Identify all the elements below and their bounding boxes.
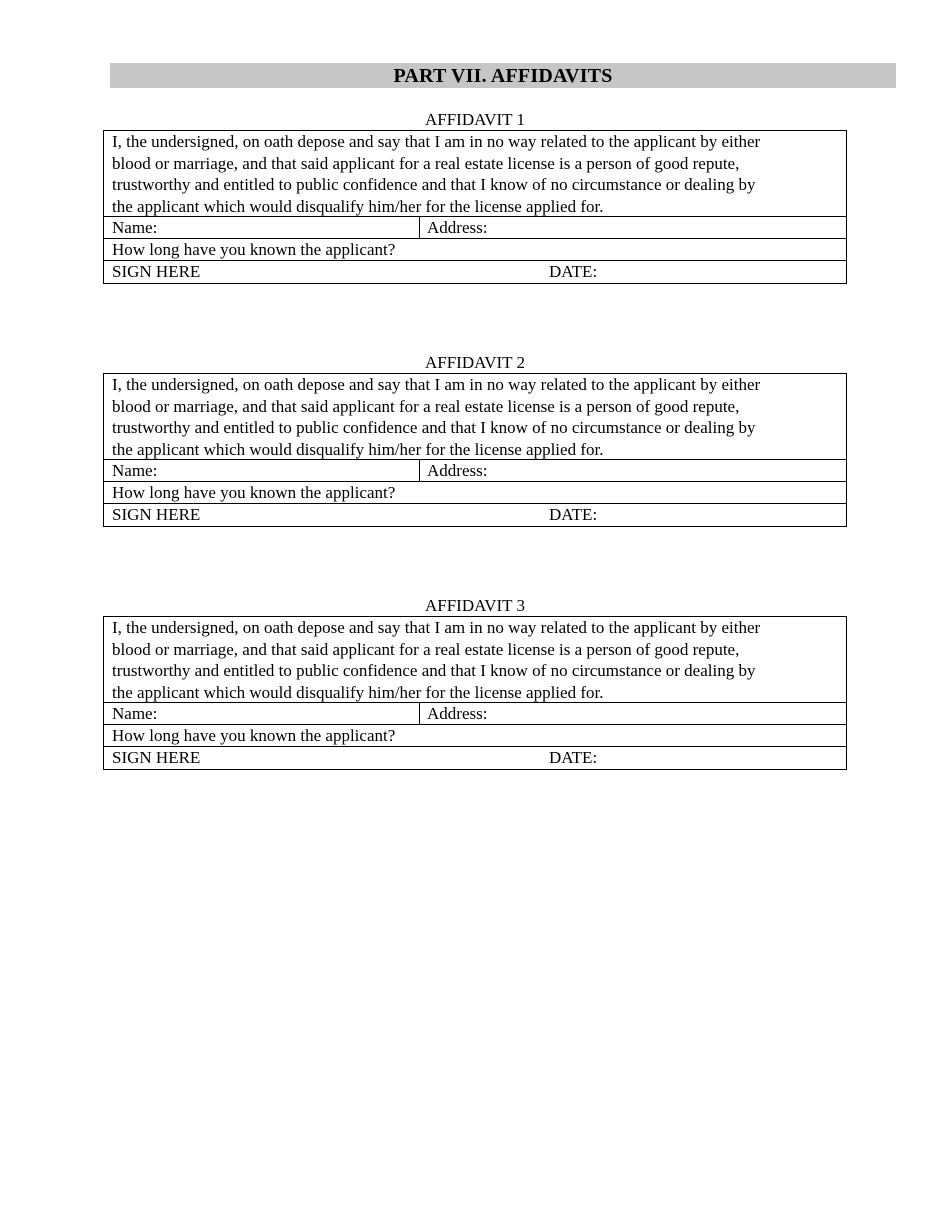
sign-date-row bbox=[104, 261, 846, 283]
statement-line: blood or marriage, and that said applicant for a real estate license is a person of good repute, bbox=[112, 153, 740, 173]
statement-line: trustworthy and entitled to public confidence and that I know of no circumstance or dealing by bbox=[112, 175, 756, 194]
date-label: DATE: bbox=[549, 505, 598, 524]
date-field[interactable] bbox=[549, 747, 846, 769]
affidavit-statement bbox=[104, 617, 846, 703]
name-field[interactable] bbox=[104, 703, 420, 724]
name-address-row bbox=[104, 217, 846, 239]
address-label: Address: bbox=[427, 218, 488, 237]
affidavit-2 bbox=[103, 353, 847, 527]
known-duration-label: How long have you known the applicant? bbox=[112, 726, 396, 745]
name-field[interactable] bbox=[104, 217, 420, 238]
statement-line: I, the undersigned, on oath depose and say that I am in no way related to the applicant by either bbox=[112, 618, 761, 637]
sign-label: SIGN HERE bbox=[112, 505, 201, 524]
address-label: Address: bbox=[427, 704, 488, 723]
sign-label: SIGN HERE bbox=[112, 262, 201, 281]
name-label: Name: bbox=[112, 704, 158, 723]
statement-line: I, the undersigned, on oath depose and say that I am in no way related to the applicant by either bbox=[112, 132, 761, 151]
date-field[interactable] bbox=[549, 261, 846, 283]
date-field[interactable] bbox=[549, 504, 846, 526]
statement-line: the applicant which would disqualify him/her for the license applied for. bbox=[112, 439, 604, 459]
signature-field[interactable] bbox=[104, 504, 549, 526]
affidavit-3 bbox=[103, 596, 847, 770]
name-field[interactable] bbox=[104, 460, 420, 481]
address-field[interactable] bbox=[420, 703, 846, 724]
affidavit-1 bbox=[103, 110, 847, 284]
signature-field[interactable] bbox=[104, 747, 549, 769]
page-title: PART VII. AFFIDAVITS bbox=[110, 63, 896, 88]
statement-line: trustworthy and entitled to public confidence and that I know of no circumstance or dealing by bbox=[112, 661, 756, 680]
name-address-row bbox=[104, 703, 846, 725]
sign-label: SIGN HERE bbox=[112, 748, 201, 767]
known-row bbox=[104, 482, 846, 504]
known-duration-field[interactable] bbox=[104, 725, 846, 746]
address-field[interactable] bbox=[420, 217, 846, 238]
statement-line: blood or marriage, and that said applicant for a real estate license is a person of good repute, bbox=[112, 639, 740, 659]
name-label: Name: bbox=[112, 461, 158, 480]
known-duration-label: How long have you known the applicant? bbox=[112, 483, 396, 502]
address-label: Address: bbox=[427, 461, 488, 480]
statement-line: the applicant which would disqualify him/her for the license applied for. bbox=[112, 196, 604, 216]
statement-line: trustworthy and entitled to public confidence and that I know of no circumstance or dealing by bbox=[112, 418, 756, 437]
sign-date-row bbox=[104, 747, 846, 769]
sign-date-row bbox=[104, 504, 846, 526]
statement-line: I, the undersigned, on oath depose and say that I am in no way related to the applicant by either bbox=[112, 375, 761, 394]
affidavit-statement bbox=[104, 131, 846, 217]
known-duration-field[interactable] bbox=[104, 482, 846, 503]
address-field[interactable] bbox=[420, 460, 846, 481]
affidavit-title: AFFIDAVIT 1 bbox=[425, 110, 525, 129]
affidavit-form bbox=[103, 130, 847, 284]
name-label: Name: bbox=[112, 218, 158, 237]
affidavit-form bbox=[103, 373, 847, 527]
known-row bbox=[104, 725, 846, 747]
signature-field[interactable] bbox=[104, 261, 549, 283]
affidavit-title: AFFIDAVIT 3 bbox=[425, 596, 525, 615]
date-label: DATE: bbox=[549, 748, 598, 767]
known-row bbox=[104, 239, 846, 261]
known-duration-field[interactable] bbox=[104, 239, 846, 260]
statement-line: the applicant which would disqualify him/her for the license applied for. bbox=[112, 682, 604, 702]
known-duration-label: How long have you known the applicant? bbox=[112, 240, 396, 259]
affidavit-form bbox=[103, 616, 847, 770]
statement-line: blood or marriage, and that said applicant for a real estate license is a person of good repute, bbox=[112, 396, 740, 416]
date-label: DATE: bbox=[549, 262, 598, 281]
affidavit-title: AFFIDAVIT 2 bbox=[425, 353, 525, 372]
affidavit-statement bbox=[104, 374, 846, 460]
name-address-row bbox=[104, 460, 846, 482]
